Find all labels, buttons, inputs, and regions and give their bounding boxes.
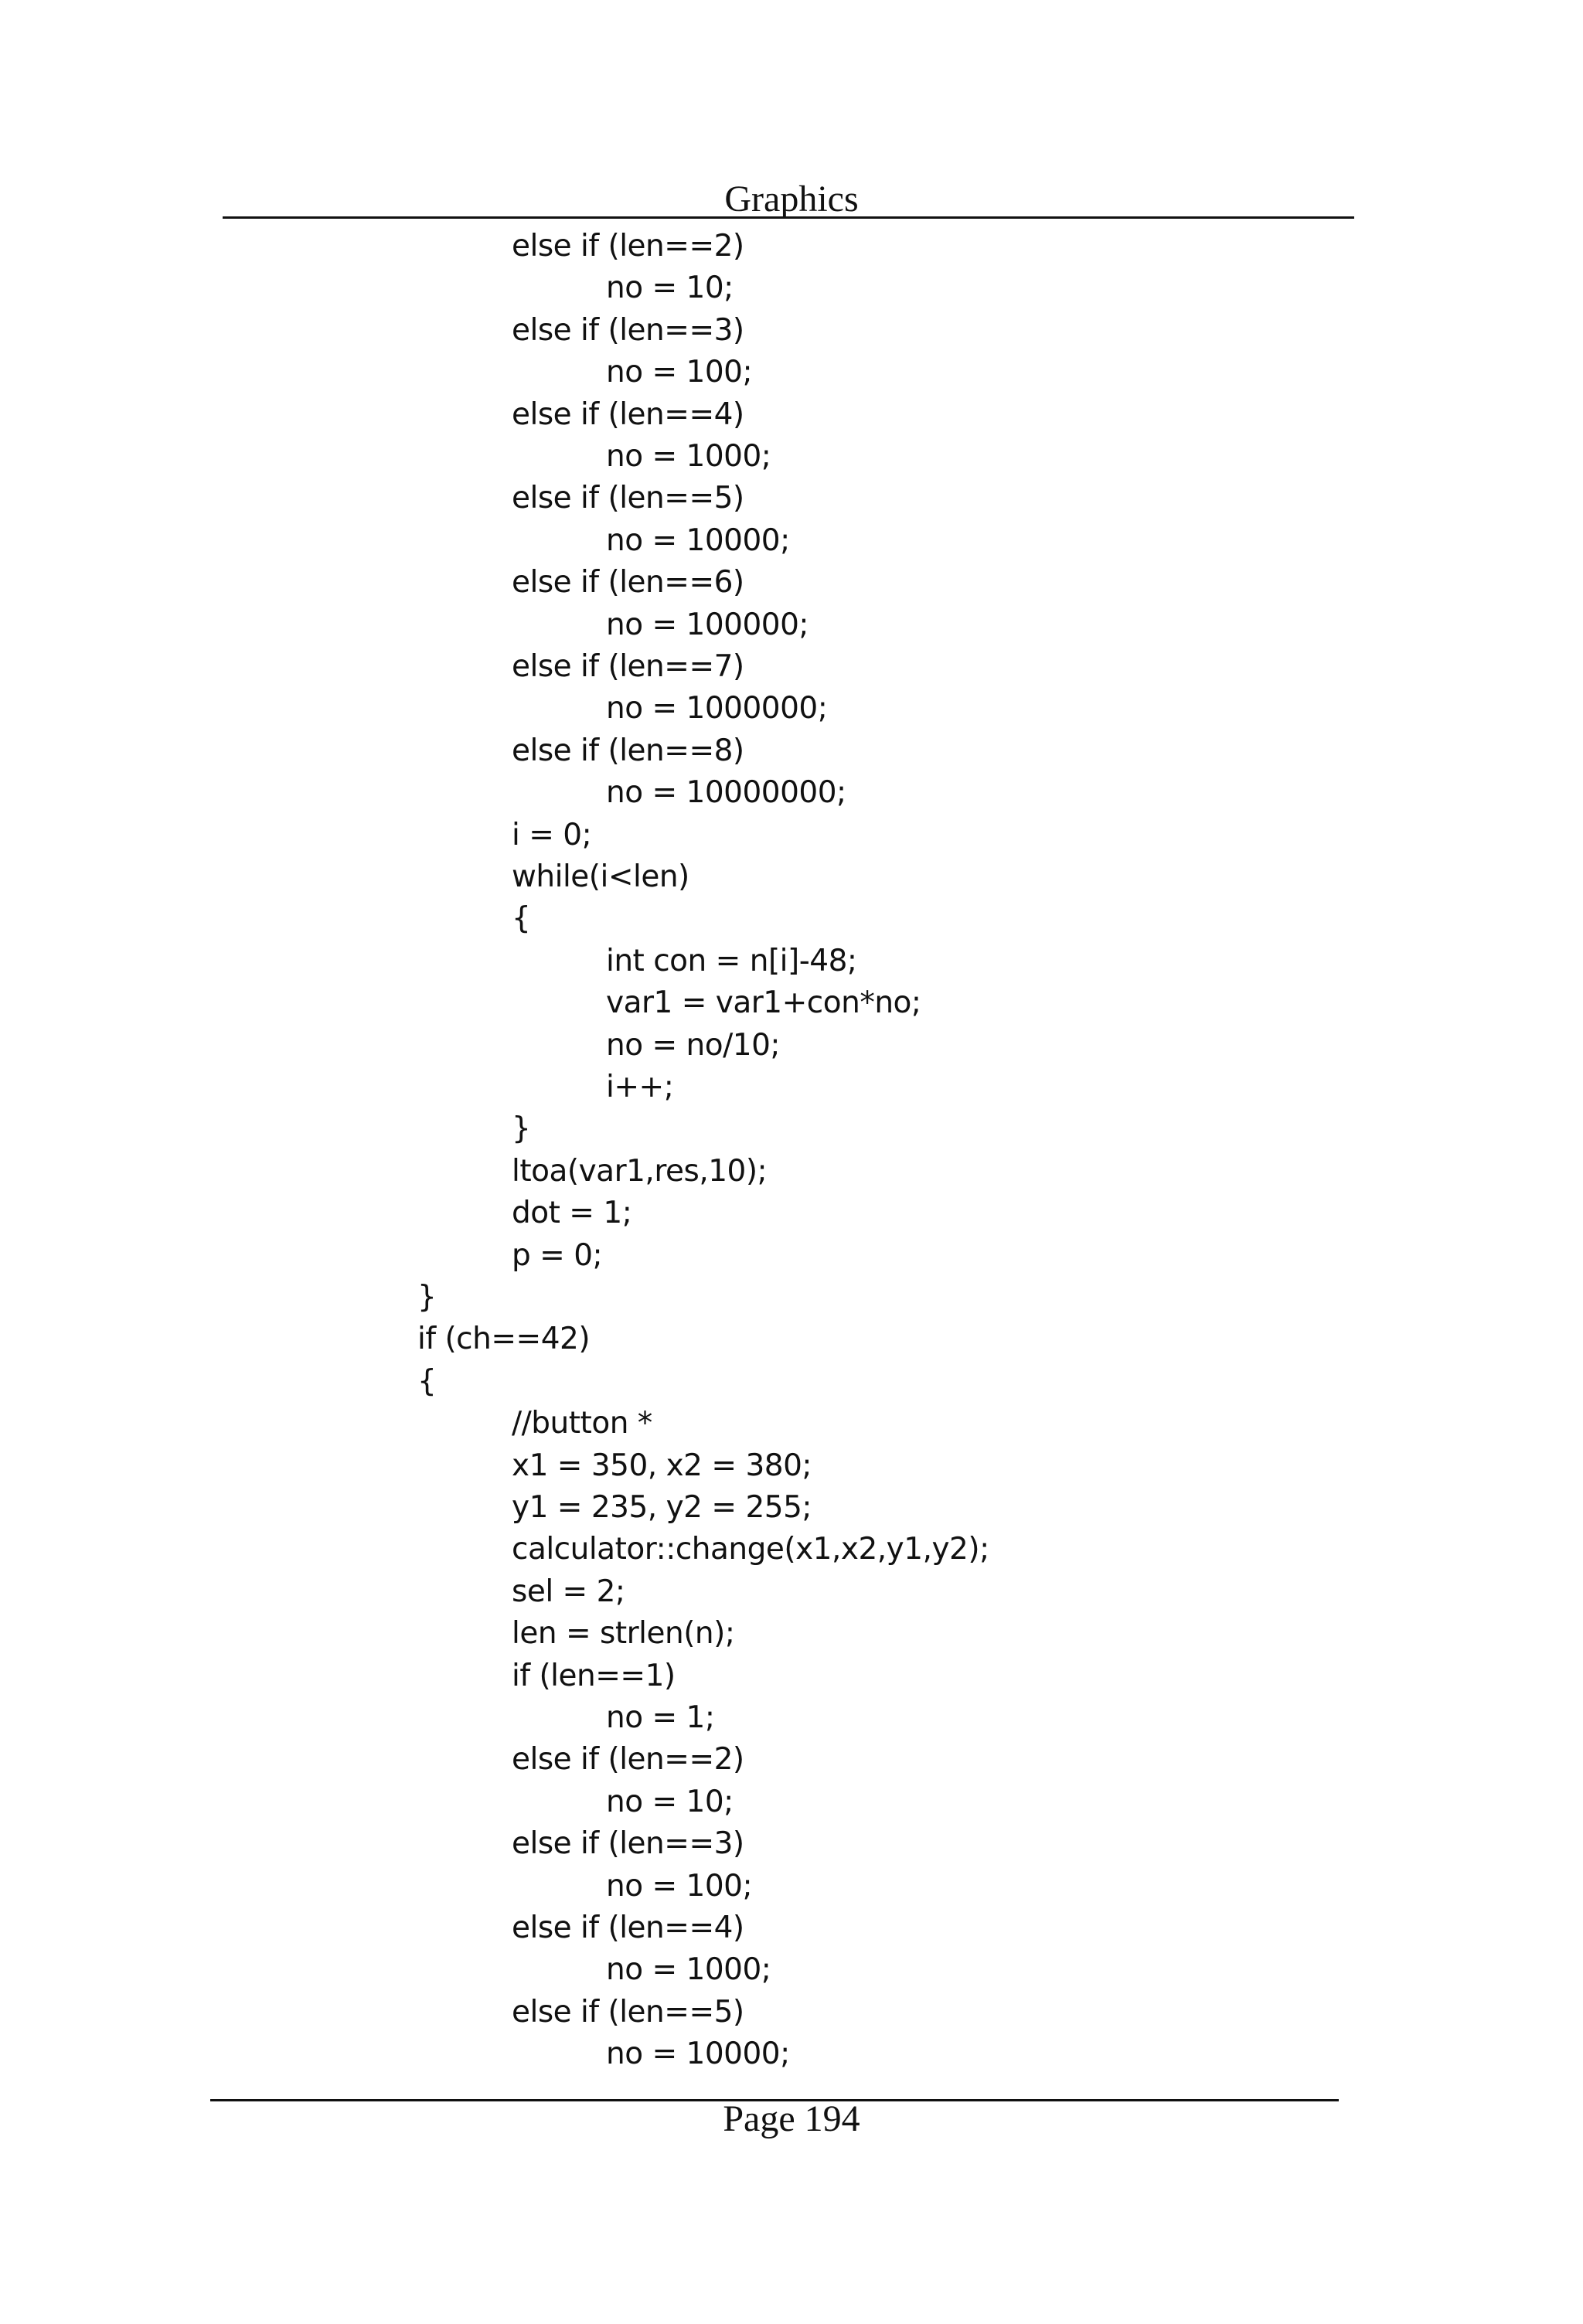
code-line: int con = n[i]-48; [606,943,857,978]
code-line: else if (len==4) [512,1911,744,1945]
header-rule [223,216,1354,219]
code-line: else if (len==2) [512,1742,744,1778]
code-line: no = 10; [606,1784,734,1819]
page-header-title: Graphics [724,179,859,219]
code-line: len = strlen(n); [512,1616,735,1652]
code-line: no = no/10; [606,1027,781,1063]
code-line: var1 = var1+con*no; [606,985,921,1021]
code-line: else if (len==4) [512,396,744,432]
code-line: x1 = 350, x2 = 380; [512,1448,812,1483]
page-number: Page 194 [723,2098,860,2139]
code-line: else if (len==5) [512,1994,744,2030]
code-line: no = 100; [606,1868,753,1904]
code-line: calculator::change(x1,x2,y1,y2); [512,1532,989,1567]
code-line: { [512,901,531,937]
code-line: else if (len==3) [512,312,744,348]
code-line: no = 1000000; [606,691,828,726]
code-line: else if (len==7) [512,649,744,684]
code-line: no = 10000000; [606,775,846,811]
code-line: ltoa(var1,res,10); [512,1153,768,1189]
code-line: p = 0; [512,1237,603,1273]
code-line: } [417,1280,437,1315]
code-line: no = 100000; [606,607,809,642]
code-line: if (len==1) [512,1658,676,1693]
code-line: sel = 2; [512,1574,625,1609]
code-line: y1 = 235, y2 = 255; [512,1490,812,1525]
code-line: no = 1000; [606,439,771,474]
code-line: while(i<len) [512,859,689,894]
code-line: else if (len==5) [512,481,744,516]
code-line: no = 1; [606,1700,715,1735]
code-line: //button * [512,1406,652,1441]
code-line: no = 100; [606,355,753,390]
code-line: else if (len==8) [512,733,744,768]
code-line: no = 10000; [606,522,790,558]
code-line: dot = 1; [512,1196,632,1231]
code-line: i++; [606,1070,674,1104]
code-line: no = 10000; [606,2036,790,2072]
code-line: i = 0; [512,817,592,852]
code-line: else if (len==2) [512,229,744,264]
code-line: else if (len==6) [512,565,744,601]
code-line: if (ch==42) [417,1322,591,1357]
code-line: no = 10; [606,271,734,306]
code-line: else if (len==3) [512,1826,744,1862]
code-line: } [512,1111,531,1147]
code-line: no = 1000; [606,1952,771,1988]
code-line: { [417,1363,437,1399]
